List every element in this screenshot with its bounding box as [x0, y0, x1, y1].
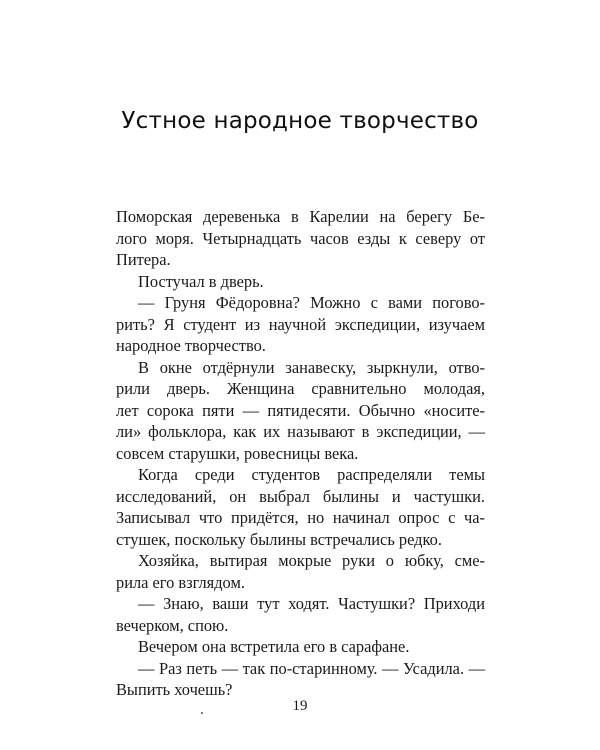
text-line: Записывал что придётся, но начинал опрос с ча-	[116, 508, 485, 527]
text-line: рила его взглядом.	[116, 572, 245, 592]
text-line: Выпить хочешь?	[116, 680, 233, 699]
text-line: — Груня Фёдоровна? Можно с вами погово-	[138, 293, 485, 312]
text-line: вечерком, спою.	[116, 615, 229, 635]
text-line: — Раз петь — так по-старинному. — Усадила. —	[138, 658, 485, 678]
text-line: народное творчество.	[116, 336, 266, 355]
chapter-title: Устное народное творчество	[121, 108, 479, 134]
text-line: совсем старушки, ровесницы века.	[116, 443, 359, 463]
text-line: рить? Я студент из научной экспедиции, изучаем	[116, 314, 485, 334]
text-line: Поморская деревенька в Карелии на берегу Бе-	[116, 207, 485, 226]
text-line: рили дверь. Женщина сравнительно молодая,	[116, 379, 485, 398]
text-line: исследований, он выбрал былины и частушки.	[116, 486, 485, 506]
page-number: 19	[292, 698, 308, 714]
text-line: Питера.	[116, 250, 171, 269]
text-line: стушек, поскольку былины встречались редко.	[116, 529, 442, 549]
text-line: лого моря. Четырнадцать часов езды к северу от	[116, 228, 485, 248]
text-line: Хозяйка, вытирая мокрые руки о юбку, сме-	[138, 551, 485, 570]
text-line: Когда среди студентов распределяли темы	[138, 465, 485, 484]
text-line: Вечером она встретила его в сарафане.	[138, 637, 410, 656]
text-line: В окне отдёрнули занавеску, зыркнули, отво-	[138, 357, 485, 377]
body-text	[116, 206, 485, 701]
text-line: ли» фольклора, как их называют в экспедиции, —	[116, 422, 485, 441]
text-line: Постучал в дверь.	[138, 271, 264, 291]
text-line: — Знаю, ваши тут ходят. Частушки? Приходи	[138, 594, 485, 613]
text-line: лет сорока пяти — пятидесяти. Обычно «носите-	[116, 400, 485, 420]
